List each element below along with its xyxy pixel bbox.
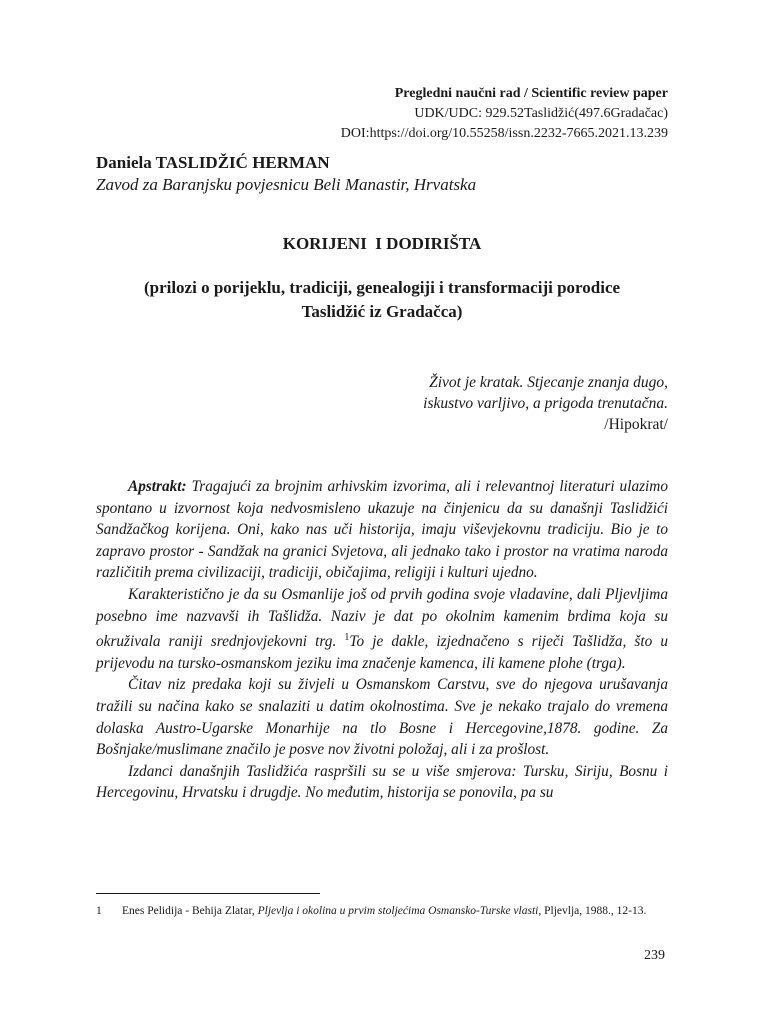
abstract-label: Apstrakt:: [128, 478, 187, 495]
footnote-reference[interactable]: 1: [344, 632, 350, 644]
epigraph-line: iskustvo varljivo, a prigoda trenutačna.: [423, 395, 668, 412]
abstract-paragraph: Izdanci današnjih Taslidžića raspršili su se u više smjerova: Tursku, Siriju, Bosnu i Hercegovinu, Hrvatsku i drugdje. No međutim, historija se ponovila, pa su: [96, 762, 668, 802]
author-name: Daniela TASLIDŽIĆ HERMAN: [96, 153, 330, 172]
footnote-mark: 1: [96, 905, 102, 917]
footnote-text: [122, 903, 646, 920]
subtitle-line: Taslidžić iz Gradačca): [301, 302, 463, 321]
paragraph-text: Karakteristično je da su Osmanlije još od prvih godina svoje vladavine, dali Pljevljima posebno ime nazvavši ih Tašlidža. Naziv je dat po okolnim kamenim brdima koja su okruživala raniji srednjovjekovni trg.: [96, 585, 668, 651]
paper-type: Pregledni naučni rad / Scientific review paper: [394, 86, 668, 101]
footnote: [96, 903, 668, 920]
abstract-paragraph: [96, 476, 668, 584]
abstract-body: [96, 476, 668, 804]
page-number: 239: [644, 948, 665, 963]
paragraph-text: To je dakle, izjednačeno s riječi Tašlidža, što u prijevodu na tursko-osmanskom jeziku ima značenje kamenca, ili kamene plohe (trga).: [96, 633, 668, 672]
paper-metadata: [341, 84, 668, 144]
author-block: [96, 152, 476, 196]
epigraph: [423, 372, 668, 435]
abstract-paragraph: Čitav niz predaka koji su živjeli u Osmanskom Carstvu, sve do njegova urušavanja tražili su načina kako se snalaziti u datim okolnostima. Sve je nekako trajalo do vremena dolaska Austro-Ugarske Monarhije na tlo Bosne i Hercegovine,1878. godine. Za Bošnjake/muslimane značilo je posve nov životni položaj, ali i za prošlost.: [96, 676, 668, 759]
udk-code: UDK/UDC: 929.52Taslidžić(497.6Gradačac): [414, 106, 668, 121]
doi-link[interactable]: DOI:https://doi.org/10.55258/issn.2232-7665.2021.13.239: [340, 126, 668, 141]
epigraph-line: Život je kratak. Stjecanje znanja dugo,: [429, 374, 668, 391]
abstract-paragraph: [96, 584, 668, 674]
paper-title: KORIJENI I DODIRIŠTA: [282, 234, 482, 253]
footnote-divider: [96, 893, 320, 894]
epigraph-source: /Hipokrat/: [604, 416, 668, 433]
paragraph-text: Tragajući za brojnim arhivskim izvorima, ali i relevantnoj literaturi ulazimo spontano u izvornost koja nedvosmisleno ukazuje na činjenicu da su današnji Taslidžići Sandžačkog korijena. Oni, kako nas uči historija, imaju viševjekovnu tradiciju. Bio je to zapravo prostor - Sandžak na granici Svjetova, ali jednako tako i prostor na vratima naroda različitih prema civilizaciji, tradiciji, običajima, religiji i kulturi ujedno.: [96, 478, 668, 582]
footnote-authors: Enes Pelidija - Behija Zlatar,: [122, 905, 258, 917]
author-affiliation: Zavod za Baranjsku povjesnicu Beli Manastir, Hrvatska: [96, 175, 477, 194]
paper-page: [96, 0, 668, 1024]
footnote-details: Pljevlja, 1988., 12-13.: [541, 905, 647, 917]
paper-subtitle: [96, 276, 668, 324]
subtitle-line: (prilozi o porijeklu, tradiciji, genealogiji i transformaciji porodice: [143, 278, 621, 297]
footnote-work-title: Pljevlja i okolina u prvim stoljećima Osmansko-Turske vlasti,: [257, 905, 542, 917]
